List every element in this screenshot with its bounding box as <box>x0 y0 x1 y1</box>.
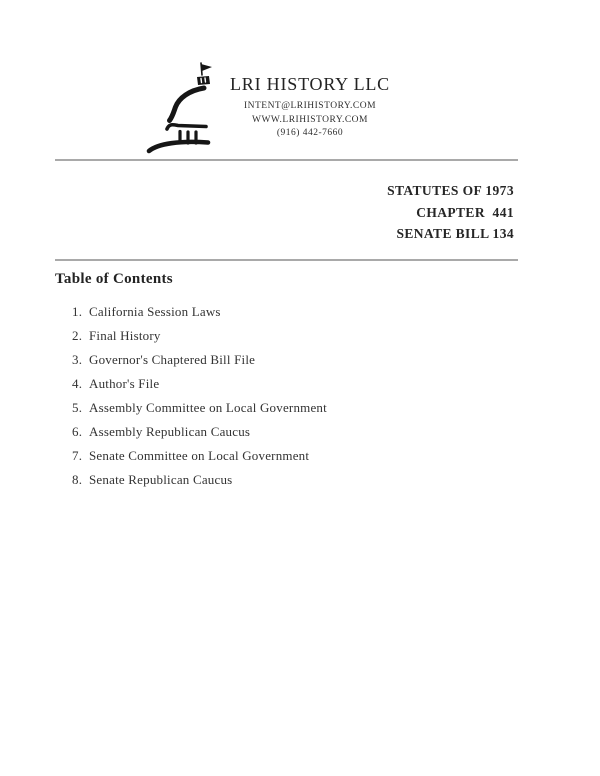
toc-item <box>72 300 327 324</box>
toc-item-label: Assembly Committee on Local Government <box>89 400 327 415</box>
toc-item-number: 6. <box>72 424 83 439</box>
toc-item-label: Final History <box>89 328 161 343</box>
toc-item <box>72 420 327 444</box>
senate-bill-line: SENATE BILL 134 <box>396 226 514 241</box>
chapter-line: CHAPTER 441 <box>416 204 514 220</box>
toc-item-number: 7. <box>72 448 83 463</box>
toc-item <box>72 348 327 372</box>
divider-top <box>55 159 518 161</box>
divider-bottom <box>55 259 518 261</box>
toc-item-label: Senate Republican Caucus <box>89 472 233 487</box>
toc-item-number: 5. <box>72 400 83 415</box>
toc-item <box>72 468 327 492</box>
statutes-line: STATUTES OF 1973 <box>387 183 514 198</box>
toc-item <box>72 444 327 468</box>
company-name: LRI HISTORY LLC <box>229 74 390 94</box>
toc-item-number: 8. <box>72 472 83 487</box>
toc-item-label: Assembly Republican Caucus <box>89 424 251 439</box>
letterhead <box>186 74 434 141</box>
toc-item-label: California Session Laws <box>89 304 221 319</box>
toc-item-label: Senate Committee on Local Government <box>89 448 310 463</box>
toc-item-number: 4. <box>72 376 83 391</box>
toc-item-label: Author's File <box>89 376 160 391</box>
toc-item <box>72 396 327 420</box>
statute-reference <box>387 180 514 245</box>
toc-item-number: 3. <box>72 352 83 367</box>
toc-title: Table of Contents <box>55 271 173 287</box>
toc-list <box>72 300 327 492</box>
toc-item-number: 2. <box>72 328 83 343</box>
toc-item <box>72 324 327 348</box>
website-line: WWW.LRIHISTORY.COM <box>252 114 368 125</box>
phone-line: (916) 442-7660 <box>276 128 344 138</box>
email-line: INTENT@LRIHISTORY.COM <box>243 101 377 111</box>
toc-item-label: Governor's Chaptered Bill File <box>89 352 256 367</box>
toc-item <box>72 372 327 396</box>
toc-item-number: 1. <box>72 304 83 319</box>
